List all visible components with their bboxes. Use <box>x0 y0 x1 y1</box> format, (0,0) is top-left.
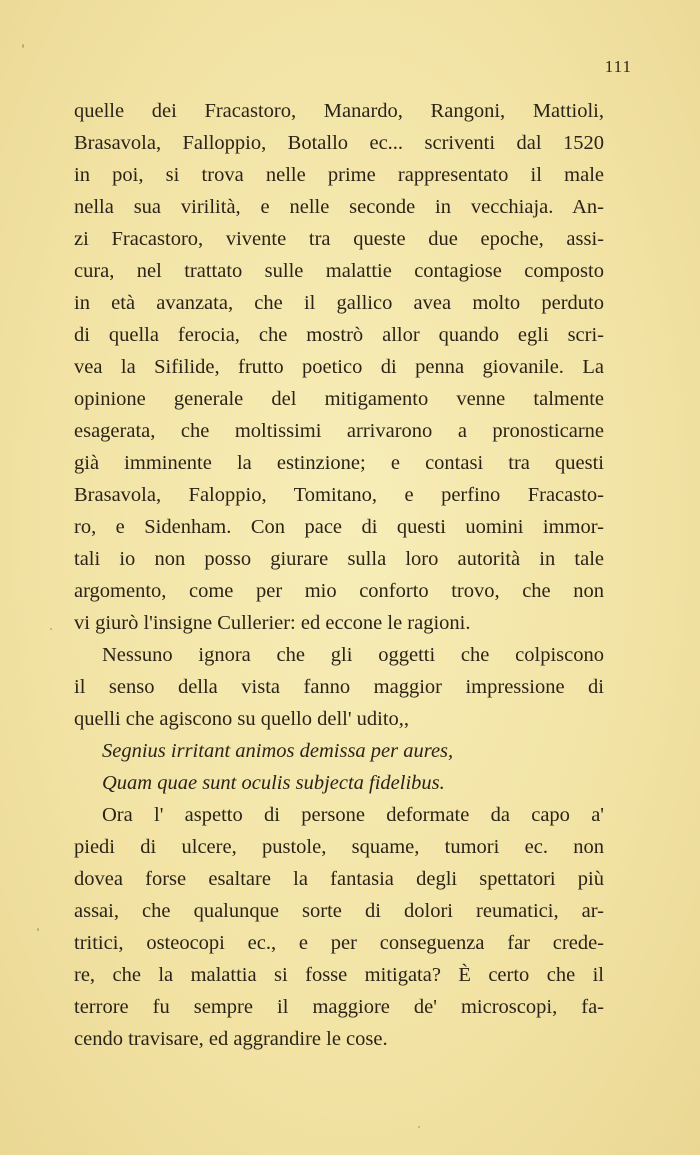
text-line: quelli che agiscono su quello dell' udito,, <box>74 708 410 730</box>
text-line: Ora l' aspetto di persone deformate da capo a' <box>102 804 604 826</box>
paragraph-3 <box>74 799 604 1055</box>
text-line: zi Fracastoro, vivente tra queste due epoche, assi- <box>74 228 604 250</box>
page-number: 111 <box>604 57 632 76</box>
text-line: nella sua virilità, e nelle seconde in vecchiaja. An- <box>74 196 604 218</box>
text-line: dovea forse esaltare la fantasia degli spettatori più <box>74 868 604 890</box>
text-line: quelle dei Fracastoro, Manardo, Rangoni, Mattioli, <box>74 100 604 122</box>
text-line: in età avanzata, che il gallico avea molto perduto <box>74 292 604 314</box>
text-line: di quella ferocia, che mostrò allor quando egli scri- <box>74 324 604 346</box>
text-line: opinione generale del mitigamento venne talmente <box>74 388 604 410</box>
latin-quote <box>74 735 604 799</box>
text-line: tritici, osteocopi ec., e per conseguenza far crede- <box>74 932 604 954</box>
text-line: vea la Sifilide, frutto poetico di penna giovanile. La <box>74 356 604 378</box>
text-line: cura, nel trattato sulle malattie contagiose composto <box>74 260 604 282</box>
paragraph-1 <box>74 95 604 639</box>
quote-line: Quam quae sunt oculis subjecta fidelibus. <box>102 772 445 794</box>
text-line: vi giurò l'insigne Cullerier: ed eccone le ragioni. <box>74 612 471 634</box>
text-line: assai, che qualunque sorte di dolori reumatici, ar- <box>74 900 604 922</box>
text-line: Brasavola, Falloppio, Botallo ec... scriventi dal 1520 <box>74 132 604 154</box>
text-line: ro, e Sidenham. Con pace di questi uomini immor- <box>74 516 604 538</box>
body-text <box>74 95 604 1055</box>
paragraph-2 <box>74 639 604 735</box>
paper-speck <box>37 928 39 931</box>
text-line: tali io non posso giurare sulla loro autorità in tale <box>74 548 604 570</box>
text-line: re, che la malattia si fosse mitigata? È certo che il <box>74 964 604 986</box>
text-line: in poi, si trova nelle prime rappresentato il male <box>74 164 604 186</box>
paper-speck <box>22 44 24 48</box>
quote-line: Segnius irritant animos demissa per aures, <box>102 740 454 762</box>
paper-speck <box>418 1126 420 1128</box>
text-line: Nessuno ignora che gli oggetti che colpiscono <box>102 644 604 666</box>
text-line: argomento, come per mio conforto trovo, che non <box>74 580 604 602</box>
text-line: esagerata, che moltissimi arrivarono a pronosticarne <box>74 420 604 442</box>
text-line: piedi di ulcere, pustole, squame, tumori ec. non <box>74 836 604 858</box>
text-line: Brasavola, Faloppio, Tomitano, e perfino Fracasto- <box>74 484 604 506</box>
text-line: cendo travisare, ed aggrandire le cose. <box>74 1028 388 1050</box>
text-line: già imminente la estinzione; e contasi tra questi <box>74 452 604 474</box>
text-line: il senso della vista fanno maggior impressione di <box>74 676 604 698</box>
text-line: terrore fu sempre il maggiore de' microscopi, fa- <box>74 996 604 1018</box>
paper-speck <box>50 628 52 630</box>
